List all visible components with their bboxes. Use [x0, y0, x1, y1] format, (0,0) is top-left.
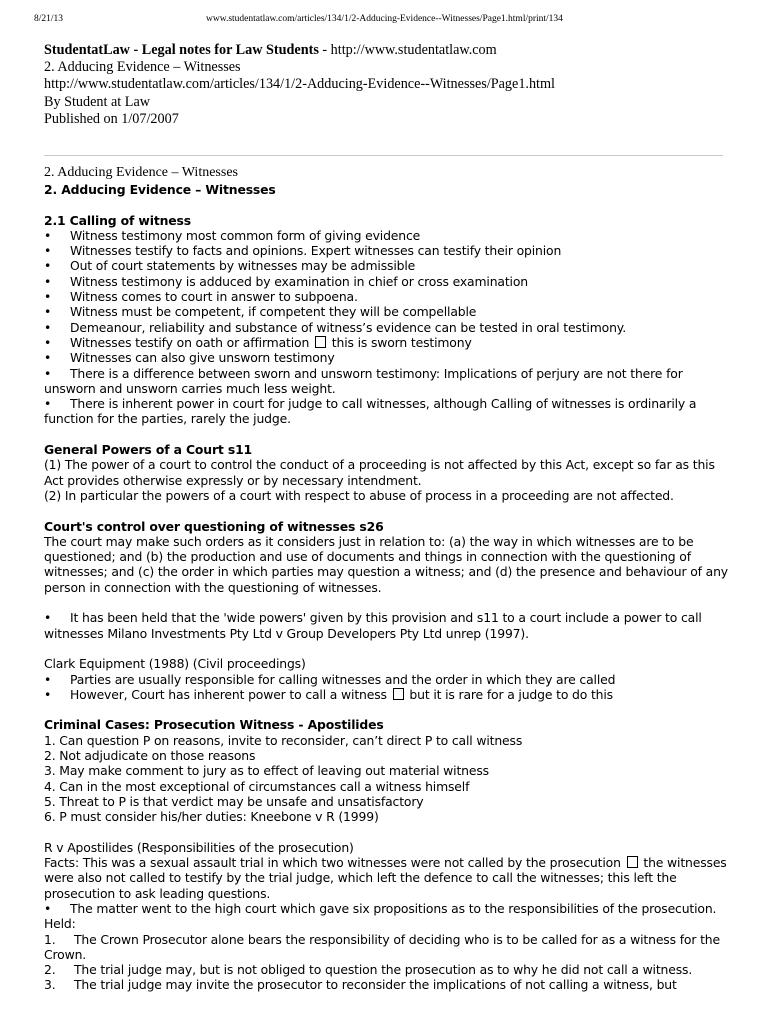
- missing-glyph-icon: [315, 336, 326, 348]
- bullet-icon: •: [44, 686, 52, 702]
- list-item: • Witness comes to court in answer to subpoena.: [44, 289, 358, 305]
- article-title: 2. Adducing Evidence – Witnesses: [44, 59, 241, 76]
- site-line: [44, 42, 734, 59]
- list-item: • There is a difference between sworn and unsworn testimony: Implications of perjury are not there for unsworn and unsworn carries much less weight.: [44, 365, 683, 396]
- paragraph: (2) In particular the powers of a court with respect to abuse of process in a proceeding are not affected.: [44, 487, 674, 503]
- article-url[interactable]: http://www.studentatlaw.com/articles/134/1/2-Adducing-Evidence--Witnesses/Page1.html: [44, 76, 555, 93]
- bullet-icon: •: [44, 304, 52, 320]
- content-title: 2. Adducing Evidence – Witnesses: [44, 182, 276, 197]
- numbered-item: 3. The trial judge may invite the prosecutor to reconsider the implications of not calling a witness, but: [44, 977, 677, 993]
- bullet-icon: •: [44, 396, 52, 412]
- article-author: By Student at Law: [44, 93, 150, 110]
- article-published: Published on 1/07/2007: [44, 110, 179, 127]
- print-url: www.studentatlaw.com/articles/134/1/2-Adducing-Evidence--Witnesses/Page1.html/print/134: [206, 14, 563, 24]
- held-label: Held:: [44, 916, 76, 932]
- list-item: • It has been held that the 'wide powers' given by this provision and s11 to a court include a power to call witnesses Milano Investments Pty Ltd v Group Developers Pty Ltd unrep (1997).: [44, 610, 702, 641]
- paragraph: Facts: This was a sexual assault trial in which two witnesses were not called by the prosecution the witnesses were also not called to testify by the trial judge, which left the defence to call the witnesses; this left the prosecution to ask leading questions.: [44, 855, 727, 901]
- bullet-icon: •: [44, 258, 52, 274]
- section-heading: Court's control over questioning of witnesses s26: [44, 518, 384, 534]
- numbered-item: 6. P must consider his/her duties: Kneebone v R (1999): [44, 809, 379, 825]
- case-name: R v Apostilides (Responsibilities of the prosecution): [44, 839, 354, 855]
- numbered-item: 1. The Crown Prosecutor alone bears the responsibility of deciding who is to be called for as a witness for the Crown.: [44, 931, 720, 962]
- paragraph: (1) The power of a court to control the conduct of a proceeding is not affected by this Act, except so far as this Act provides otherwise expressly or by necessary intendment.: [44, 457, 715, 488]
- bullet-icon: •: [44, 227, 52, 243]
- print-header: [0, 14, 768, 28]
- bullet-icon: •: [44, 243, 52, 259]
- bullet-icon: •: [44, 273, 52, 289]
- numbered-item: 5. Threat to P is that verdict may be unsafe and unsatisfactory: [44, 793, 424, 809]
- list-item: • However, Court has inherent power to call a witness but it is rare for a judge to do this: [44, 686, 613, 702]
- missing-glyph-icon: [627, 856, 638, 868]
- bullet-icon: •: [44, 350, 52, 366]
- content-title-plain: 2. Adducing Evidence – Witnesses: [44, 165, 238, 180]
- article-header: [44, 42, 734, 128]
- case-name: Clark Equipment (1988) (Civil proceedings): [44, 656, 306, 672]
- section-heading: 2.1 Calling of witness: [44, 212, 191, 228]
- list-item: • Demeanour, reliability and substance of witness’s evidence can be tested in oral testimony.: [44, 319, 626, 335]
- bullet-icon: •: [44, 900, 52, 916]
- site-separator: -: [318, 42, 331, 58]
- bullet-icon: •: [44, 334, 52, 350]
- numbered-item: 3. May make comment to jury as to effect of leaving out material witness: [44, 763, 489, 779]
- bullet-icon: •: [44, 610, 52, 626]
- list-item: • Parties are usually responsible for calling witnesses and the order in which they are called: [44, 671, 616, 687]
- header-divider: [44, 155, 723, 156]
- numbered-item: 2. Not adjudicate on those reasons: [44, 747, 256, 763]
- missing-glyph-icon: [393, 688, 404, 700]
- print-date: 8/21/13: [34, 14, 64, 24]
- list-item: • Witness testimony most common form of giving evidence: [44, 227, 421, 243]
- paragraph: The court may make such orders as it considers just in relation to: (a) the way in which witnesses are to be questioned; and (b) the production and use of documents and things in connection with the questioning of witnesses; and (c) the order in which parties may question a witness; and (d) the presence and behaviour of any person in connection with the questioning of witnesses.: [44, 533, 728, 595]
- list-item: • Witnesses testify on oath or affirmation this is sworn testimony: [44, 334, 472, 350]
- section-heading: General Powers of a Court s11: [44, 442, 253, 458]
- site-url[interactable]: http://www.studentatlaw.com: [330, 42, 497, 58]
- article-body: [44, 182, 734, 993]
- site-name: StudentatLaw - Legal notes for Law Students: [44, 42, 319, 58]
- list-item: • Witness testimony is adduced by examination in chief or cross examination: [44, 273, 528, 289]
- list-item: • There is inherent power in court for judge to call witnesses, although Calling of witnesses is ordinarily a function for the parties, rarely the judge.: [44, 396, 697, 427]
- bullet-icon: •: [44, 365, 52, 381]
- list-item: • Witnesses can also give unsworn testimony: [44, 350, 335, 366]
- numbered-item: 2. The trial judge may, but is not obliged to question the prosecution as to why he did not call a witness.: [44, 962, 693, 978]
- list-item: • The matter went to the high court which gave six propositions as to the responsibilities of the prosecution.: [44, 900, 717, 916]
- numbered-item: 1. Can question P on reasons, invite to reconsider, can’t direct P to call witness: [44, 732, 523, 748]
- list-item: • Witness must be competent, if competent they will be compellable: [44, 304, 477, 320]
- list-item: • Witnesses testify to facts and opinions. Expert witnesses can testify their opinion: [44, 243, 562, 259]
- bullet-icon: •: [44, 319, 52, 335]
- list-item: • Out of court statements by witnesses may be admissible: [44, 258, 416, 274]
- numbered-item: 4. Can in the most exceptional of circumstances call a witness himself: [44, 778, 470, 794]
- bullet-icon: •: [44, 289, 52, 305]
- section-heading: Criminal Cases: Prosecution Witness - Apostilides: [44, 717, 384, 733]
- bullet-icon: •: [44, 671, 52, 687]
